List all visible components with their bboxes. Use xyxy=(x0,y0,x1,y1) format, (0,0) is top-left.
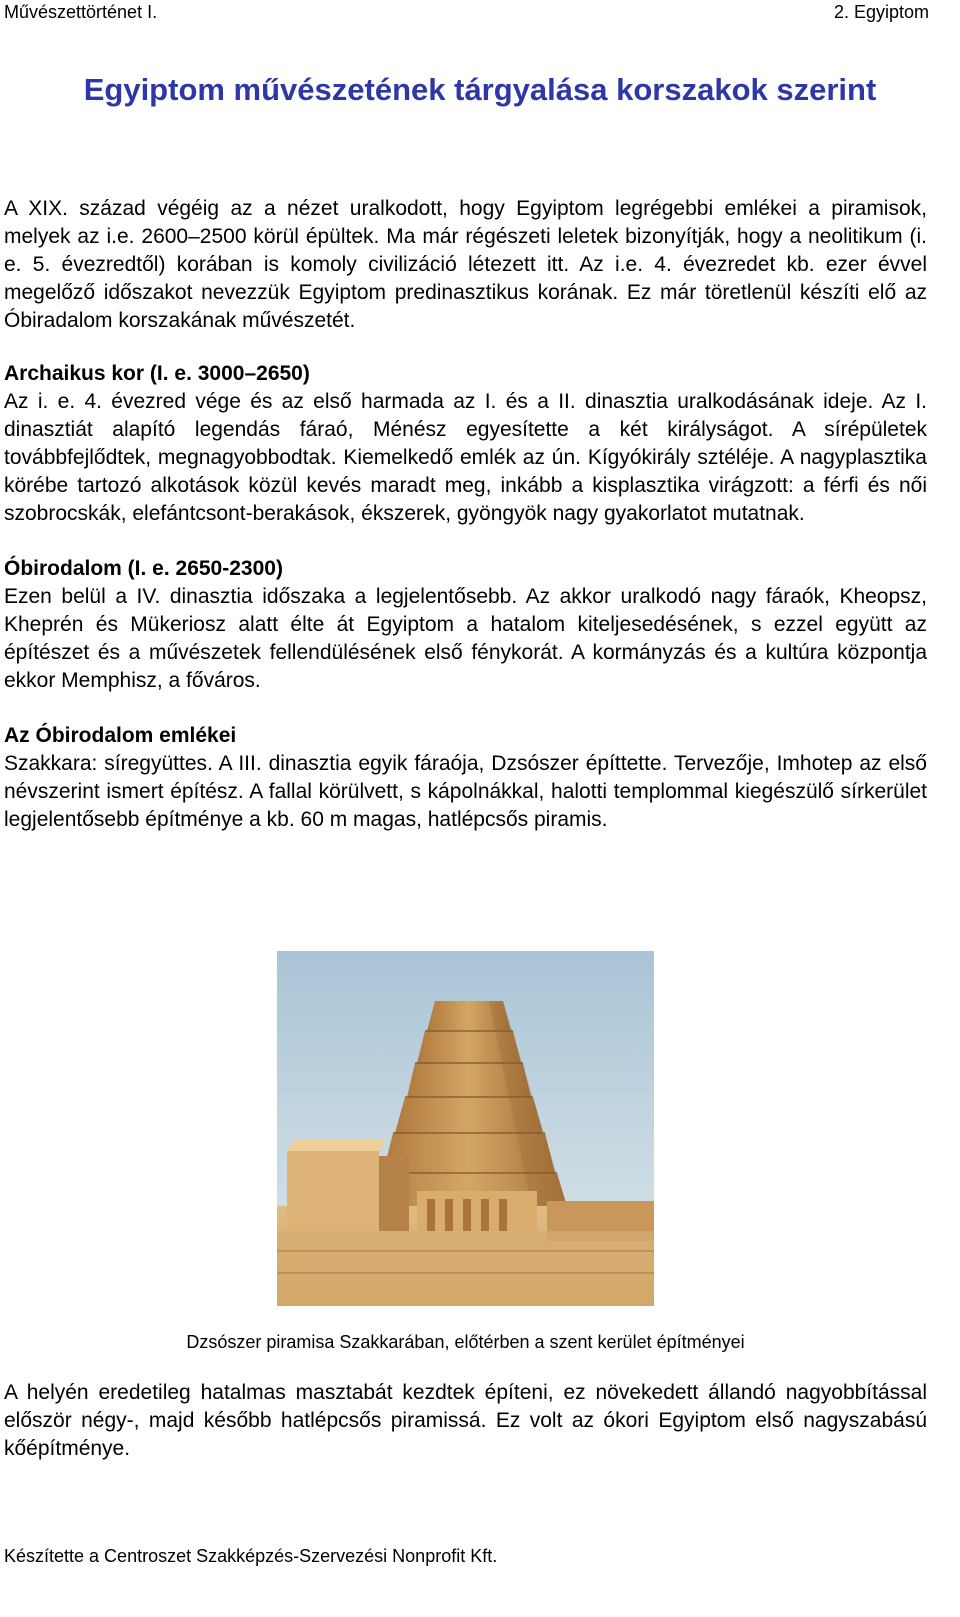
section-heading: Óbirodalom (I. e. 2650-2300) xyxy=(4,557,283,580)
pyramid-photo xyxy=(277,951,654,1306)
section-old-kingdom-monuments xyxy=(4,722,927,834)
section-heading: Archaikus kor (I. e. 3000–2650) xyxy=(4,362,310,385)
section-text: Az i. e. 4. évezred vége és az első harmada az I. és a II. dinasztia uralkodásának ideje. Az I. dinasztiát alapító legendás fáraó, Ménész egyesítette a két királyságot. A sírépületek továbbfejlődtek, megnagyobbodtak. Kiemelkedő emlék az ún. Kígyókirály sztéléje. A nagyplasztika körébe tartozó alkotások közül kevés maradt meg, inkább a kisplasztika virágzott: a férfi és női szobrocskák, elefántcsont-berakások, ékszerek, gyöngyök nagy gyakorlatot mutatnak. xyxy=(4,390,927,525)
section-text: Ezen belül a IV. dinasztia időszaka a legjelentősebb. Az akkor uralkodó nagy fáraók, Kheopsz, Kheprén és Mükeriosz alatt élte át Egyiptom a hatalom kiteljesedésének, s ezzel együtt az építészet és a művészetek fellendülésének első fénykorát. A kormányzás és a kultúra központja ekkor Memphisz, a főváros. xyxy=(4,585,927,692)
intro-paragraph: A XIX. század végéig az a nézet uralkodott, hogy Egyiptom legrégebbi emlékei a piramisok, melyek az i.e. 2600–2500 körül épültek. Ma már régészeti leletek bizonyítják, hogy a neolitikum (i. e. 5. évezredtől) korában is komoly civilizáció létezett itt. Az i.e. 4. évezredet kb. ezer évvel megelőző időszakot nevezzük Egyiptom predinasztikus korának. Ez már töretlenül készíti elő az Óbiradalom korszakának művészetét. xyxy=(4,197,927,332)
figure-caption: Dzsószer piramisa Szakkarában, előtérben a szent kerület építményei xyxy=(186,1332,745,1352)
closing-paragraph: A helyén eredetileg hatalmas masztabát kezdtek építeni, ez növekedett állandó nagyobbítással először négy-, majd később hatlépcsős piramissá. Ez volt az ókori Egyiptom első nagyszabású kőépítménye. xyxy=(4,1381,927,1460)
section-old-kingdom xyxy=(4,555,927,695)
main-content xyxy=(4,195,927,834)
section-heading: Az Óbirodalom emlékei xyxy=(4,724,237,747)
page-title: Egyiptom művészetének tárgyalása korszakok szerint xyxy=(83,72,877,107)
section-archaic xyxy=(4,360,927,528)
step-pyramid-illustration xyxy=(277,951,654,1306)
page-footer: Készítette a Centroszet Szakképzés-Szervezési Nonprofit Kft. xyxy=(4,1546,498,1566)
header-chapter: 2. Egyiptom xyxy=(833,2,929,22)
header-course-title: Művészettörténet I. xyxy=(4,2,158,22)
section-text: Szakkara: síregyüttes. A III. dinasztia egyik fáraója, Dzsószer építtette. Tervezője, Imhotep az első névszerint ismert építész. A fallal körülvett, s kápolnákkal, halotti templommal kiegészülő sírkerület legjelentősebb építménye a kb. 60 m magas, hatlépcsős piramis. xyxy=(4,752,927,831)
